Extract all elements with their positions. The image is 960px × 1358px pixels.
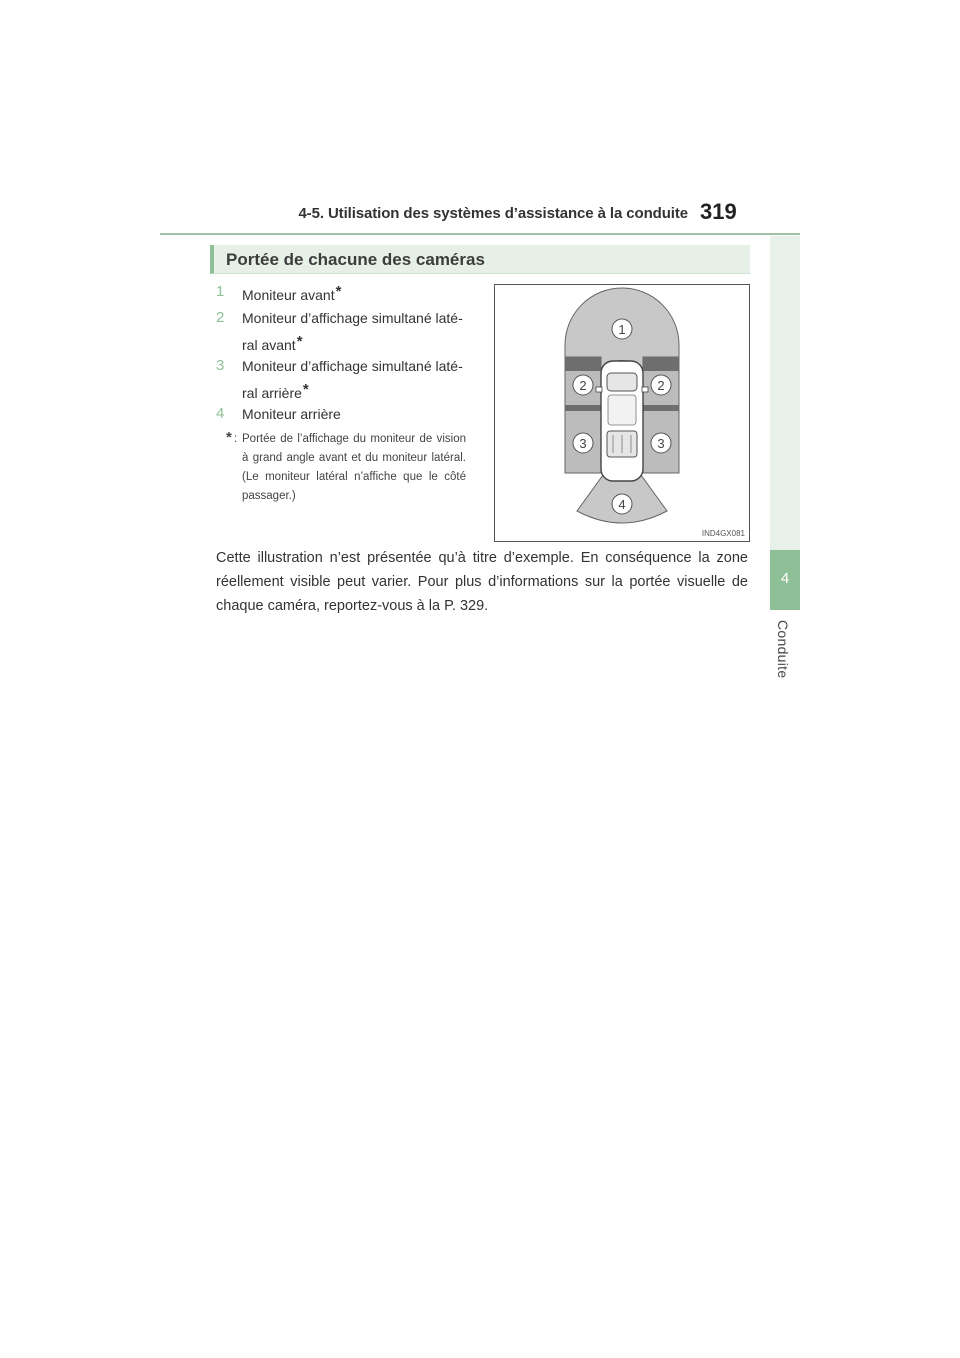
svg-text:4: 4 xyxy=(618,497,626,512)
footnote-text: Portée de l’affichage du moniteur de vision à grand angle avant et du moniteur latéral. (Le moniteur latéral n’affiche que le côté passager.) xyxy=(242,433,466,502)
asterisk-mark: * xyxy=(302,381,309,398)
camera-range-diagram xyxy=(495,285,749,541)
body-paragraph: Cette illustration n’est présentée qu’à titre d’exemple. En conséquence la zone réellement visible peut varier. Pour plus d’informations sur la portée visuelle de chaque caméra, reportez-vous à la P. 329. xyxy=(216,550,748,614)
item-number: 3 xyxy=(216,357,225,374)
figure-label-1 xyxy=(612,319,632,339)
item-text: Moniteur d’affichage simultané laté- xyxy=(242,358,463,374)
svg-text:2: 2 xyxy=(657,378,665,393)
vehicle-top-view xyxy=(596,361,648,481)
section-title: Portée de chacune des caméras xyxy=(226,250,485,269)
chapter-tab-bar xyxy=(770,236,800,550)
chapter-tab-label: Conduite xyxy=(775,620,791,679)
item-number: 1 xyxy=(216,283,225,300)
item-text: Moniteur avant xyxy=(242,287,335,303)
page-number: 319 xyxy=(700,199,737,224)
item-text: Moniteur d’affichage simultané laté- xyxy=(242,310,463,326)
header-divider xyxy=(160,233,800,235)
item-number: 2 xyxy=(216,309,225,326)
footnote-marker: * xyxy=(226,429,232,446)
figure-label-3-right xyxy=(651,433,671,453)
page-header-title: 4-5. Utilisation des systèmes d’assistance à la conduite xyxy=(298,205,688,222)
figure-label-2-left xyxy=(573,375,593,395)
figure-label-3-left xyxy=(573,433,593,453)
svg-text:1: 1 xyxy=(618,322,626,337)
camera-range-figure xyxy=(494,284,750,542)
asterisk-mark: * xyxy=(296,333,303,350)
footnote-colon: : xyxy=(234,433,238,445)
item-text-line2: ral arrière xyxy=(242,385,302,401)
svg-text:3: 3 xyxy=(579,436,587,451)
section-heading xyxy=(210,245,750,274)
item-text-line2: ral avant xyxy=(242,337,296,353)
figure-label-4 xyxy=(612,494,632,514)
item-text: Moniteur arrière xyxy=(242,406,341,422)
asterisk-mark: * xyxy=(335,283,342,300)
chapter-tab-number: 4 xyxy=(780,570,790,587)
figure-label-2-right xyxy=(651,375,671,395)
svg-text:2: 2 xyxy=(579,378,587,393)
item-number: 4 xyxy=(216,405,225,422)
figure-code: IND4GX081 xyxy=(701,529,745,538)
svg-text:3: 3 xyxy=(657,436,665,451)
